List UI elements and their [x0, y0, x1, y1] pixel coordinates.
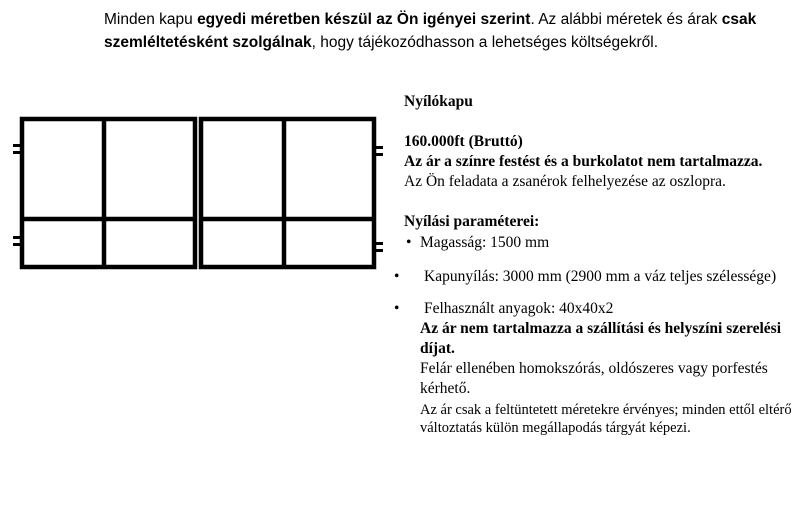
param-opening-text: Kapunyílás: 3000 mm (2900 mm a váz teljes szélessége): [424, 268, 777, 285]
intro-part-1: Minden kapu: [104, 11, 198, 28]
param-height: [404, 233, 794, 253]
product-info: [394, 92, 794, 437]
param-materials: [394, 299, 784, 319]
intro-text: [104, 8, 774, 54]
finish-note: Felár ellenében homokszórás, oldószeres vagy porfestés kérhető.: [420, 360, 768, 397]
param-materials-text: Felhasznált anyagok: 40x40x2: [424, 300, 614, 317]
gate-right-wing: [201, 119, 374, 267]
param-opening: [394, 267, 784, 287]
gate-left-wing: [22, 119, 195, 267]
intro-part-3: , hogy tájékozódhasson a lehetséges költségekről.: [311, 34, 659, 51]
validity-note: Az ár csak a feltüntetett méretekre érvényes; minden ettől eltérő változtatás külön megállapodás tárgyát képezi.: [420, 402, 792, 436]
intro-emphasis-1: egyedi méretben készül az Ön igényei szerint: [197, 11, 531, 28]
intro-emphasis-2: csak szemléltetésként szolgálnak: [104, 11, 757, 51]
customer-task: Az Ön feladata a zsanérok felhelyezése az oszlopra.: [404, 173, 726, 190]
bullet-icon: •: [406, 234, 412, 251]
product-title: Nyílókapu: [404, 93, 473, 110]
bullet-icon: •: [394, 268, 400, 285]
gate-drawing: [12, 115, 384, 275]
intro-part-2: . Az alábbi méretek és árak: [530, 11, 722, 28]
extra-notes: [404, 319, 794, 437]
param-height-text: Magasság: 1500 mm: [420, 234, 550, 251]
params-heading: Nyílási paraméterei:: [404, 213, 540, 230]
bullet-icon: •: [394, 300, 400, 317]
shipping-note: Az ár nem tartalmazza a szállítási és helyszíni szerelési díjat.: [420, 320, 782, 357]
product-price: 160.000ft (Bruttó): [404, 133, 523, 150]
price-note: Az ár a színre festést és a burkolatot nem tartalmazza.: [404, 153, 763, 170]
hinge-marks: [13, 144, 383, 252]
